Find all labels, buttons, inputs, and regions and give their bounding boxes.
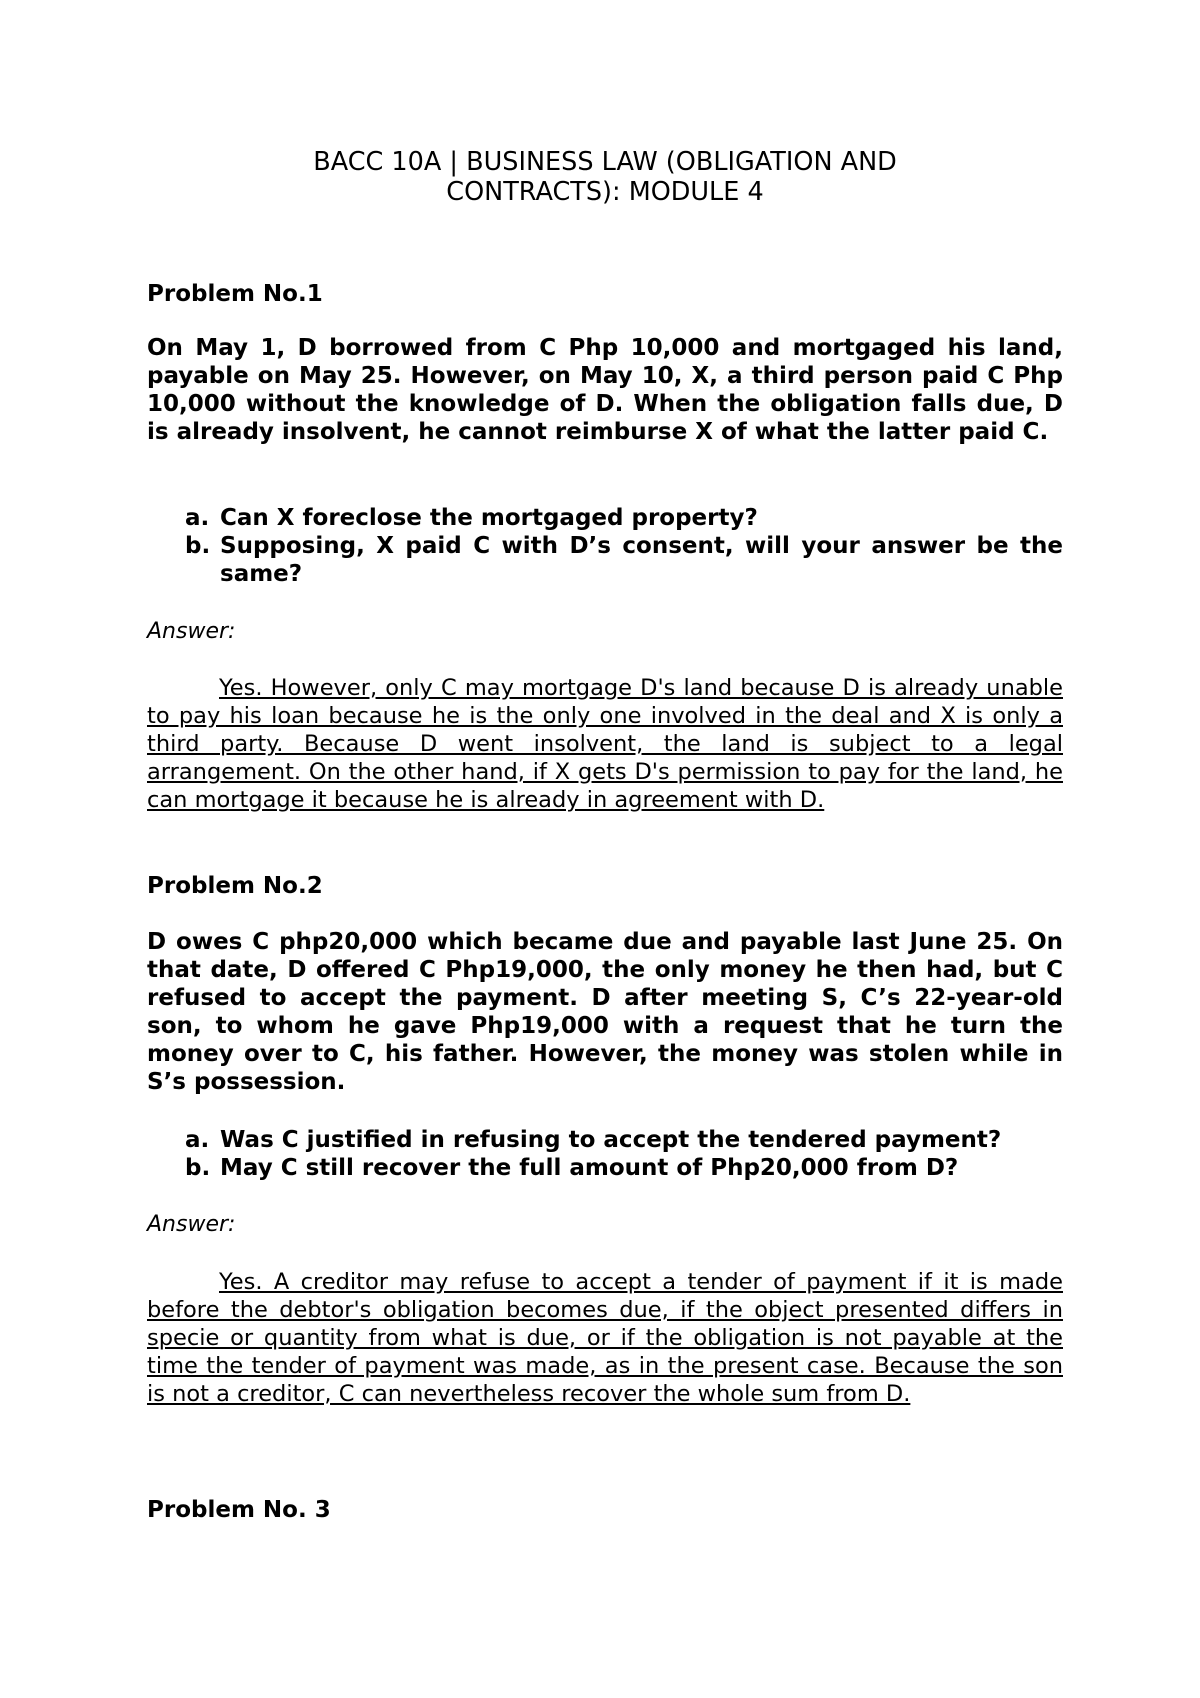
question-item xyxy=(147,1154,1063,1182)
question-item xyxy=(147,504,1063,532)
question-text: Supposing, X paid C with D’s consent, will your answer be the same? xyxy=(220,533,1063,587)
problem-3-heading: Problem No. 3 xyxy=(147,1497,331,1523)
title-line-1: BACC 10A | BUSINESS LAW (OBLIGATION AND xyxy=(313,147,897,177)
problem-2-answer-label: Answer: xyxy=(147,1212,236,1237)
question-text: Was C justified in refusing to accept the tendered payment? xyxy=(220,1127,1002,1153)
question-marker: a. xyxy=(185,1127,210,1153)
question-text: May C still recover the full amount of Php20,000 from D? xyxy=(220,1155,959,1181)
question-item xyxy=(147,1126,1063,1154)
problem-2-answer: Yes. A creditor may refuse to accept a tender of payment if it is made before the debtor's obligation becomes due, if the object presented differs in specie or quantity from what is due, or if the obligation is not payable at the time the tender of payment was made, as in the present case. Because the son is not a creditor, C can nevertheless recover the whole sum from D. xyxy=(147,1269,1063,1407)
question-marker: b. xyxy=(185,1155,211,1181)
problem-2-statement: D owes C php20,000 which became due and payable last June 25. On that date, D offered C Php19,000, the only money he then had, but C refused to accept the payment. D after meeting S, C’s 22-year-old son, to whom he gave Php19,000 with a request that he turn the money over to C, his father. However, the money was stolen while in S’s possession. xyxy=(147,929,1063,1095)
document-page xyxy=(147,0,1063,1698)
problem-2-questions xyxy=(147,1126,1063,1182)
question-text: Can X foreclose the mortgaged property? xyxy=(220,505,758,531)
title-line-2: CONTRACTS): MODULE 4 xyxy=(446,177,764,207)
problem-1-statement: On May 1, D borrowed from C Php 10,000 and mortgaged his land, payable on May 25. However, on May 10, X, a third person paid C Php 10,000 without the knowledge of D. When the obligation falls due, D is already insolvent, he cannot reimburse X of what the latter paid C. xyxy=(147,335,1063,445)
question-item xyxy=(147,532,1063,588)
question-marker: a. xyxy=(185,505,210,531)
problem-1-questions xyxy=(147,504,1063,588)
problem-1-answer-label: Answer: xyxy=(147,619,236,644)
question-marker: b. xyxy=(185,533,211,559)
problem-2-heading: Problem No.2 xyxy=(147,873,323,899)
problem-1-heading: Problem No.1 xyxy=(147,281,323,307)
document-title xyxy=(147,147,1063,207)
problem-1-answer: Yes. However, only C may mortgage D's land because D is already unable to pay his loan because he is the only one involved in the deal and X is only a third party. Because D went insolvent, the land is subject to a legal arrangement. On the other hand, if X gets D's permission to pay for the land, he can mortgage it because he is already in agreement with D. xyxy=(147,675,1063,813)
